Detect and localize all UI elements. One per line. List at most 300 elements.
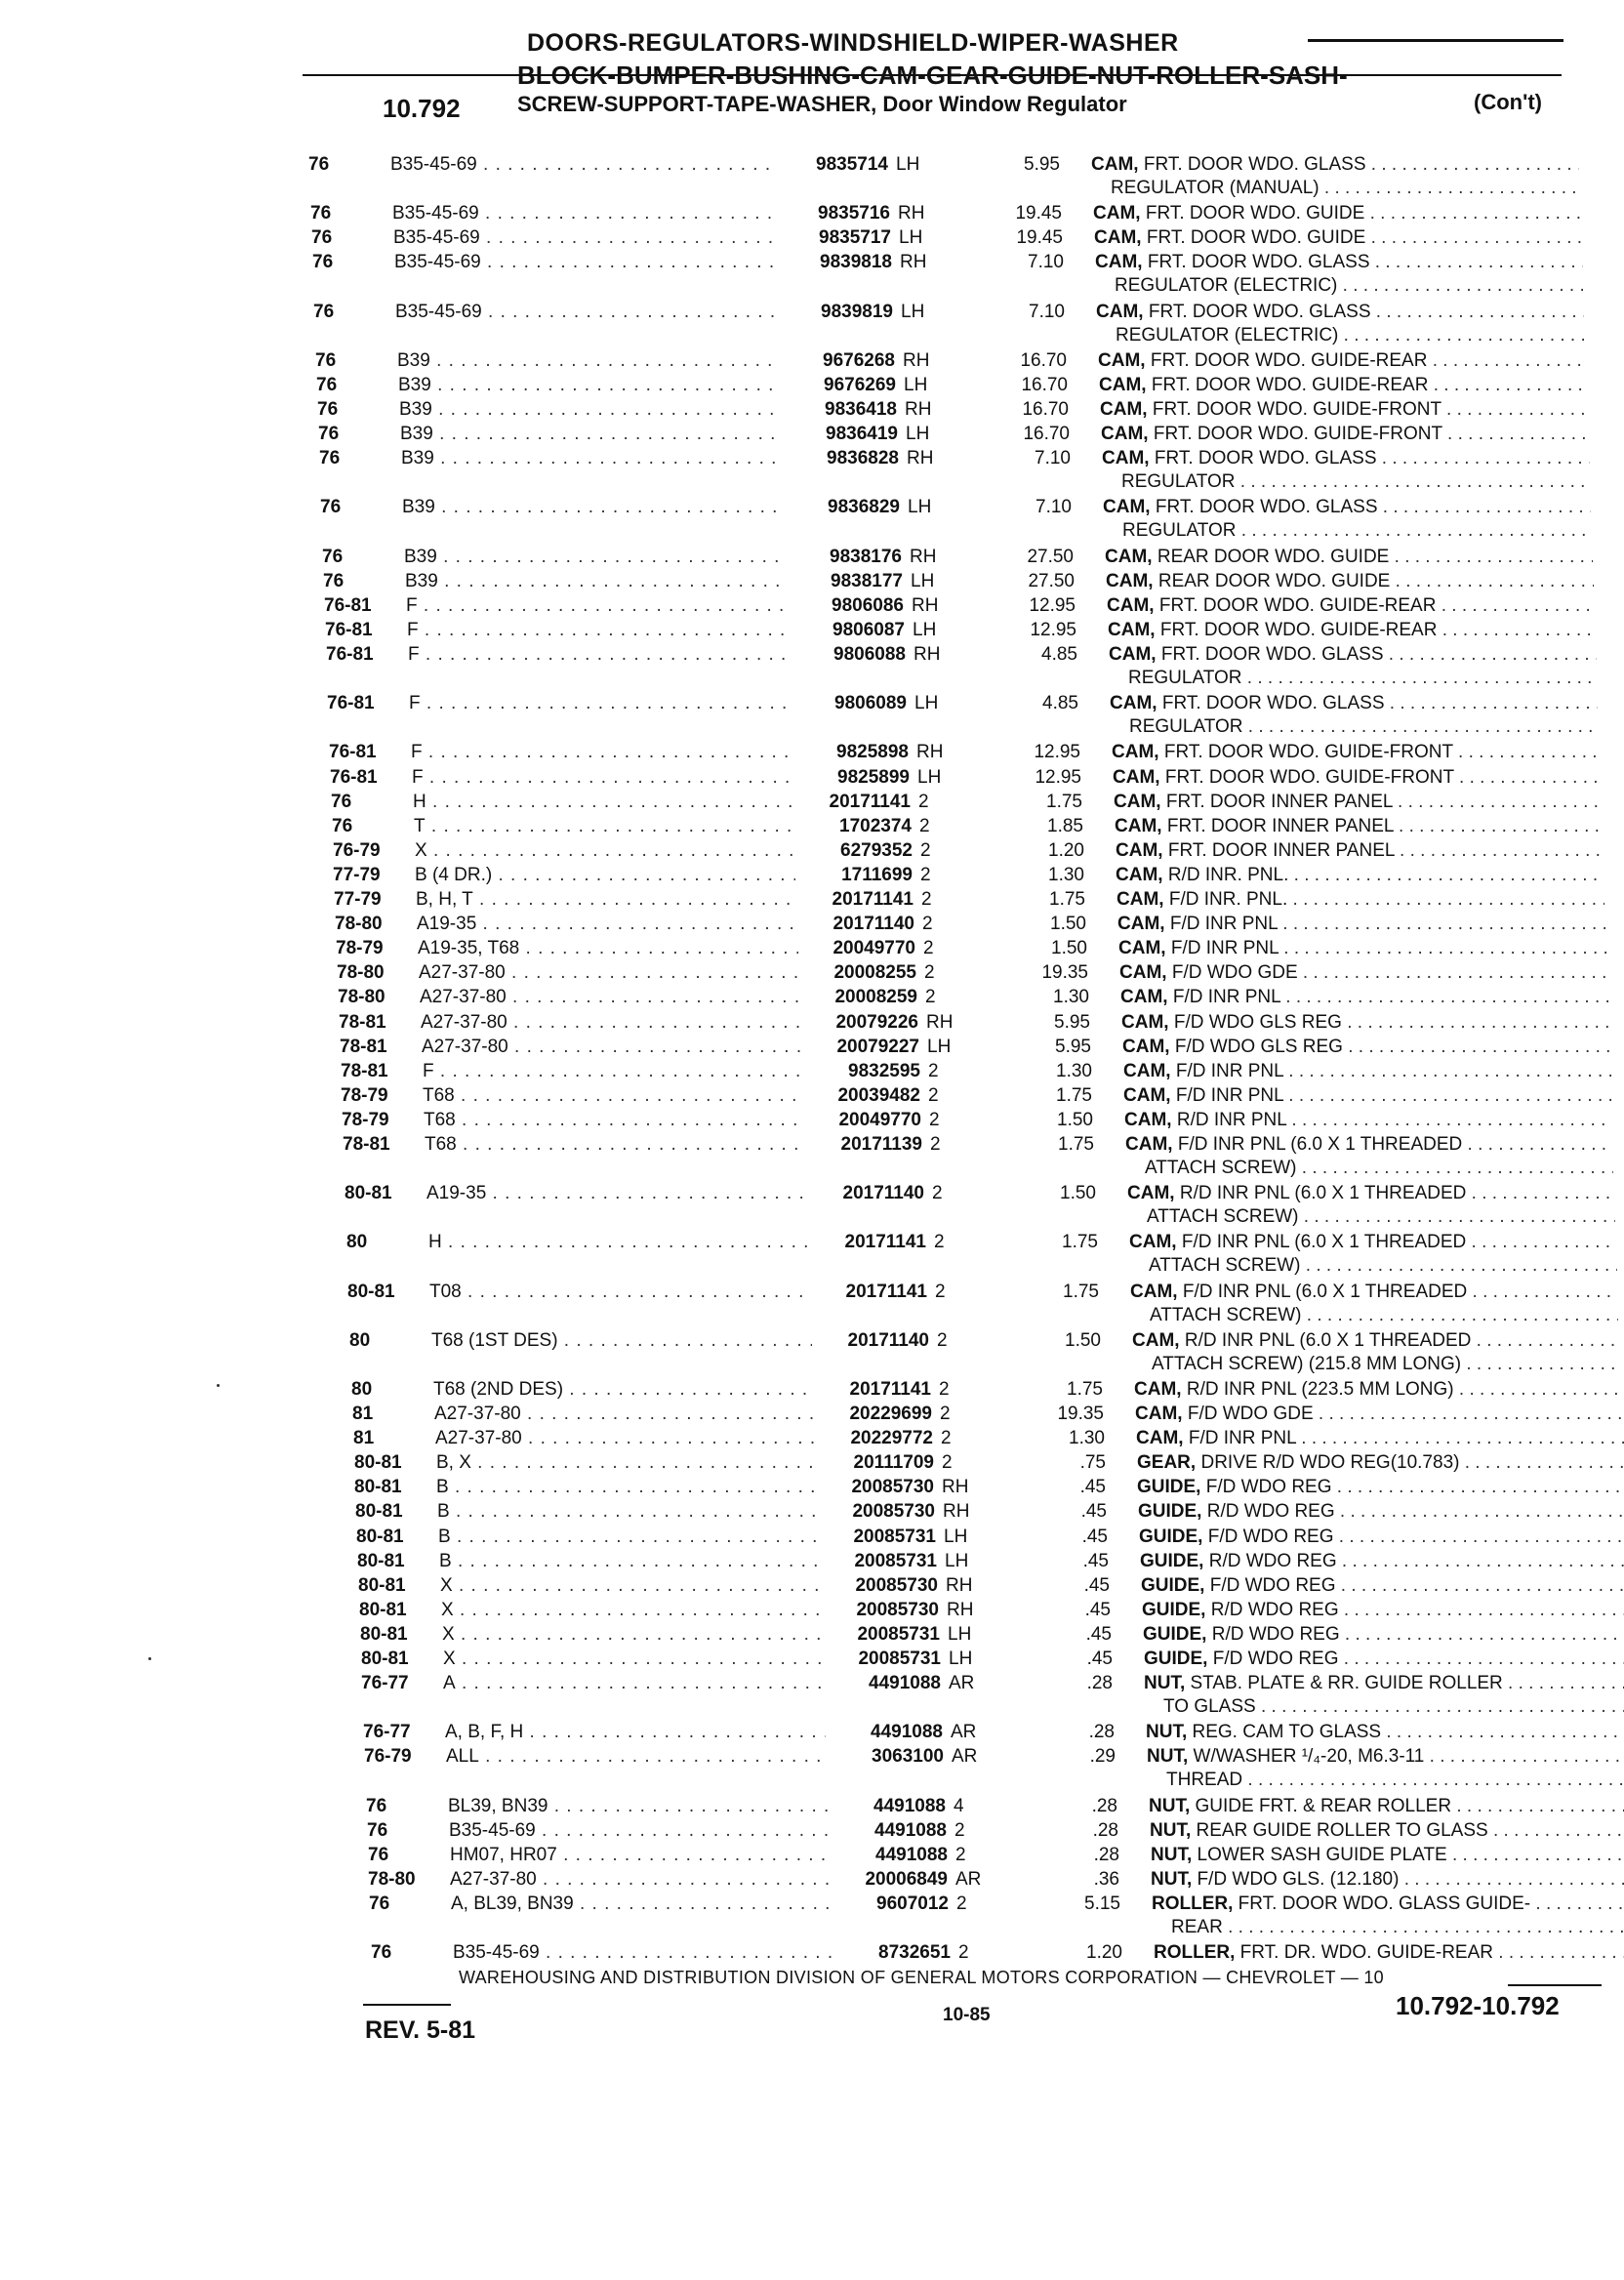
table-row bbox=[32, 1061, 1624, 1084]
price: .28 bbox=[1088, 1722, 1115, 1742]
description-noun: GUIDE, bbox=[1139, 1527, 1203, 1547]
description-text: FRT. DOOR WDO. GUIDE-FRONT bbox=[1159, 767, 1454, 788]
table-row bbox=[32, 1085, 1624, 1109]
price: 4.85 bbox=[1042, 693, 1078, 713]
table-row bbox=[41, 1330, 1624, 1374]
description-continued: REGULATOR (MANUAL) . . . bbox=[1111, 178, 1579, 199]
price: 1.30 bbox=[1053, 987, 1089, 1007]
description-noun: GUIDE, bbox=[1141, 1575, 1205, 1596]
table-row bbox=[53, 1673, 1624, 1717]
model-year: 76-81 bbox=[327, 693, 375, 713]
quantity: RH bbox=[914, 644, 941, 665]
model-year: 76 bbox=[318, 424, 340, 444]
description-noun: NUT, bbox=[1149, 1796, 1191, 1816]
description-text: FRT. DOOR WDO. GLASS GUIDE- bbox=[1233, 1893, 1531, 1914]
description-noun: CAM, bbox=[1091, 154, 1139, 175]
part-number: 20008255 bbox=[833, 962, 916, 983]
model-year: 78-79 bbox=[342, 1110, 389, 1130]
continued-label: (Con't) bbox=[1474, 90, 1542, 114]
part-number: 9676269 bbox=[824, 375, 896, 395]
model-code: A27-37-80 . . . bbox=[435, 1428, 816, 1449]
description bbox=[1146, 1722, 1624, 1743]
description bbox=[1106, 571, 1594, 592]
description-text: FRT. DR. WDO. GUIDE-REAR bbox=[1235, 1942, 1493, 1963]
model-code: A27-37-80 . . . bbox=[421, 1012, 801, 1034]
description-text: R/D WDO REG bbox=[1205, 1600, 1339, 1620]
table-row bbox=[52, 1624, 1624, 1648]
description-noun: CAM, bbox=[1105, 547, 1153, 567]
table-row bbox=[4, 252, 1624, 296]
part-number: 20039482 bbox=[837, 1085, 920, 1106]
quantity: AR bbox=[952, 1746, 978, 1767]
model-year: 80 bbox=[346, 1232, 368, 1252]
description-noun: CAM, bbox=[1121, 1012, 1169, 1033]
table-row bbox=[36, 1183, 1624, 1227]
description-noun: GEAR, bbox=[1137, 1452, 1197, 1473]
table-row bbox=[56, 1746, 1624, 1790]
quantity: 2 bbox=[920, 865, 931, 885]
description bbox=[1102, 448, 1590, 469]
quantity: 2 bbox=[941, 1428, 952, 1448]
quantity: 2 bbox=[928, 1085, 939, 1106]
table-row bbox=[58, 1796, 1624, 1819]
price: 7.10 bbox=[1035, 497, 1072, 517]
description-text: F/D WDO GLS. (12.180) bbox=[1192, 1869, 1400, 1890]
price: 1.85 bbox=[1047, 816, 1083, 836]
description bbox=[1141, 1575, 1624, 1597]
model-year: 76-77 bbox=[363, 1722, 411, 1742]
description bbox=[1113, 767, 1601, 789]
description-noun: CAM, bbox=[1124, 1110, 1172, 1130]
part-number: 20079227 bbox=[836, 1037, 919, 1057]
price: 1.30 bbox=[1056, 1061, 1092, 1081]
price: 27.50 bbox=[1027, 547, 1074, 567]
model-year: 76 bbox=[310, 203, 332, 224]
price: .28 bbox=[1092, 1820, 1118, 1841]
description bbox=[1100, 399, 1588, 421]
table-row bbox=[46, 1452, 1624, 1476]
description-noun: CAM, bbox=[1096, 302, 1144, 322]
table-row bbox=[48, 1527, 1624, 1550]
description-continued: REAR . . . bbox=[1171, 1917, 1624, 1938]
model-code: F . . . bbox=[411, 742, 792, 763]
model-year: 78-81 bbox=[343, 1134, 390, 1155]
table-row bbox=[23, 816, 1624, 839]
description-text: FRT. DOOR WDO. GUIDE-FRONT bbox=[1148, 424, 1442, 444]
part-number: 9835717 bbox=[819, 227, 891, 248]
part-number: 20006849 bbox=[865, 1869, 948, 1890]
model-code: A, BL39, BN39 . . . bbox=[451, 1893, 832, 1915]
description-noun: CAM, bbox=[1122, 1037, 1170, 1057]
price: 1.75 bbox=[1067, 1379, 1103, 1400]
model-year: 76 bbox=[367, 1820, 388, 1841]
description-text: FRT. DOOR INNER PANEL bbox=[1161, 816, 1394, 836]
quantity: LH bbox=[917, 767, 942, 788]
description-noun: CAM, bbox=[1118, 938, 1166, 958]
model-year: 76 bbox=[316, 375, 338, 395]
description-text: R/D INR PNL (6.0 X 1 THREADED bbox=[1174, 1183, 1467, 1203]
model-code: B39 . . . bbox=[402, 497, 783, 518]
part-number: 20085731 bbox=[857, 1624, 940, 1645]
price: .45 bbox=[1084, 1600, 1111, 1620]
part-number: 20171140 bbox=[847, 1330, 929, 1351]
footer-page-number: 10-85 bbox=[943, 2005, 991, 2025]
table-row bbox=[10, 424, 1624, 447]
quantity: RH bbox=[943, 1501, 970, 1522]
description-continued: REGULATOR . . . bbox=[1129, 716, 1598, 738]
description bbox=[1140, 1551, 1624, 1572]
part-number: 9806086 bbox=[832, 595, 904, 616]
description bbox=[1151, 1869, 1624, 1891]
model-year: 78-81 bbox=[340, 1037, 387, 1057]
quantity: LH bbox=[927, 1037, 952, 1057]
description-noun: CAM, bbox=[1108, 620, 1156, 640]
description-text: FRT. DOOR INNER PANEL bbox=[1160, 792, 1393, 812]
model-year: 80-81 bbox=[360, 1624, 408, 1645]
model-year: 76 bbox=[313, 302, 335, 322]
model-code: B39 . . . bbox=[405, 571, 786, 592]
description bbox=[1117, 914, 1605, 935]
description-noun: GUIDE, bbox=[1144, 1649, 1208, 1669]
model-code: T68 (1ST DES) . . . bbox=[431, 1330, 812, 1352]
table-row bbox=[33, 1110, 1624, 1133]
description-noun: CAM, bbox=[1130, 1282, 1178, 1302]
model-code: B39 . . . bbox=[400, 424, 781, 445]
model-year: 80-81 bbox=[347, 1282, 395, 1302]
part-number: 20085730 bbox=[852, 1501, 935, 1522]
model-year: 80-81 bbox=[354, 1452, 402, 1473]
price: 4.85 bbox=[1041, 644, 1077, 665]
price: 5.95 bbox=[1055, 1037, 1091, 1057]
model-code: T68 . . . bbox=[425, 1134, 805, 1156]
description-noun: GUIDE, bbox=[1138, 1501, 1202, 1522]
description-text: F/D INR PNL bbox=[1167, 987, 1280, 1007]
description-noun: CAM, bbox=[1102, 448, 1150, 468]
description bbox=[1112, 742, 1600, 763]
price: 1.50 bbox=[1050, 914, 1086, 934]
quantity: RH bbox=[916, 742, 944, 762]
model-year: 76 bbox=[319, 448, 341, 468]
model-code: X . . . bbox=[415, 840, 795, 862]
model-code: B . . . bbox=[439, 1551, 820, 1572]
table-row bbox=[11, 448, 1624, 492]
table-row bbox=[15, 571, 1624, 594]
price: 19.35 bbox=[1057, 1404, 1104, 1424]
description-continued: ATTACH SCREW) . . . bbox=[1147, 1206, 1615, 1228]
table-row bbox=[38, 1232, 1624, 1276]
description-continued: REGULATOR . . . bbox=[1121, 471, 1590, 493]
description-text: R/D INR PNL (6.0 X 1 THREADED bbox=[1179, 1330, 1472, 1351]
model-code: X . . . bbox=[442, 1624, 823, 1646]
model-code: B35-45-69 . . . bbox=[392, 203, 773, 224]
model-code: B35-45-69 . . . bbox=[390, 154, 771, 176]
model-code: F . . . bbox=[423, 1061, 803, 1082]
model-code: T08 . . . bbox=[429, 1282, 810, 1303]
description-text: F/D WDO GLS REG bbox=[1168, 1012, 1342, 1033]
table-row bbox=[27, 938, 1624, 961]
price: 16.70 bbox=[1022, 399, 1069, 420]
description-noun: CAM, bbox=[1116, 865, 1163, 885]
quantity: 2 bbox=[955, 1845, 966, 1865]
table-row bbox=[30, 1012, 1624, 1036]
description-noun: CAM, bbox=[1116, 840, 1163, 861]
description-text: REG. CAM TO GLASS bbox=[1187, 1722, 1382, 1742]
description-noun: NUT, bbox=[1144, 1673, 1186, 1693]
description bbox=[1152, 1893, 1624, 1915]
description-text: F/D WDO REG bbox=[1202, 1527, 1334, 1547]
description bbox=[1127, 1183, 1615, 1204]
description-text: F/D INR PNL (6.0 X 1 THREADED bbox=[1177, 1282, 1468, 1302]
part-number: 9806088 bbox=[833, 644, 906, 665]
price: .28 bbox=[1091, 1796, 1117, 1816]
description-text: STAB. PLATE & RR. GUIDE ROLLER bbox=[1185, 1673, 1503, 1693]
model-code: H . . . bbox=[428, 1232, 809, 1253]
description-noun: NUT, bbox=[1146, 1722, 1188, 1742]
description bbox=[1116, 865, 1604, 886]
model-code: T68 . . . bbox=[424, 1110, 804, 1131]
price: .45 bbox=[1079, 1477, 1106, 1497]
part-number: 9825899 bbox=[837, 767, 910, 788]
quantity: 2 bbox=[954, 1820, 965, 1841]
quantity: RH bbox=[947, 1600, 974, 1620]
description-noun: GUIDE, bbox=[1140, 1551, 1204, 1571]
quantity: 2 bbox=[920, 840, 931, 861]
part-number: 9607012 bbox=[876, 1893, 949, 1914]
description-text: F/D INR PNL (6.0 X 1 THREADED bbox=[1172, 1134, 1463, 1155]
description-text: REAR GUIDE ROLLER TO GLASS bbox=[1191, 1820, 1488, 1841]
part-number: 20085731 bbox=[853, 1527, 936, 1547]
description-text: F/D WDO REG bbox=[1204, 1575, 1336, 1596]
table-row bbox=[60, 1869, 1624, 1893]
part-number: 20171141 bbox=[844, 1232, 926, 1252]
model-year: 76 bbox=[366, 1796, 387, 1816]
price: 27.50 bbox=[1028, 571, 1075, 591]
model-year: 76 bbox=[315, 350, 337, 371]
part-number: 20111709 bbox=[853, 1452, 934, 1473]
price: 1.75 bbox=[1056, 1085, 1092, 1106]
model-code: X . . . bbox=[441, 1600, 822, 1621]
description-noun: CAM, bbox=[1106, 571, 1154, 591]
part-number: 9838176 bbox=[830, 547, 902, 567]
model-year: 80-81 bbox=[361, 1649, 409, 1669]
part-number: 9836828 bbox=[827, 448, 899, 468]
description-noun: ROLLER, bbox=[1152, 1893, 1234, 1914]
part-number: 9832595 bbox=[848, 1061, 920, 1081]
model-year: 78-81 bbox=[341, 1061, 388, 1081]
model-year: 76-81 bbox=[330, 767, 378, 788]
description-text: F/D INR PNL bbox=[1164, 914, 1278, 934]
model-year: 76 bbox=[320, 497, 342, 517]
description-noun: CAM, bbox=[1114, 792, 1161, 812]
table-row bbox=[25, 889, 1624, 913]
table-row bbox=[26, 914, 1624, 937]
description-text: R/D WDO REG bbox=[1206, 1624, 1340, 1645]
model-code: HM07, HR07 . . . bbox=[450, 1845, 831, 1866]
price: 1.50 bbox=[1060, 1183, 1096, 1203]
description-text: F/D INR PNL bbox=[1183, 1428, 1296, 1448]
price: 1.50 bbox=[1057, 1110, 1093, 1130]
model-code: A19-35 . . . bbox=[426, 1183, 807, 1204]
description bbox=[1120, 987, 1608, 1008]
description-noun: CAM, bbox=[1103, 497, 1151, 517]
price: 1.75 bbox=[1063, 1282, 1099, 1302]
table-row bbox=[34, 1134, 1624, 1178]
part-number: 6279352 bbox=[840, 840, 913, 861]
model-year: 76-81 bbox=[325, 620, 373, 640]
table-row bbox=[0, 154, 1624, 198]
model-code: T68 . . . bbox=[423, 1085, 803, 1107]
model-year: 76 bbox=[369, 1893, 390, 1914]
description-continued: ATTACH SCREW) . . . bbox=[1145, 1158, 1613, 1179]
description-text: FRT. DOOR WDO. GUIDE-REAR bbox=[1155, 620, 1438, 640]
model-code: B35-45-69 . . . bbox=[395, 302, 776, 323]
description-text: FRT. DOOR WDO. GLASS bbox=[1150, 497, 1378, 517]
model-year: 76-81 bbox=[324, 595, 372, 616]
description bbox=[1138, 1501, 1624, 1523]
description bbox=[1122, 1037, 1610, 1058]
quantity: RH bbox=[912, 595, 939, 616]
description-text: FRT. DOOR WDO. GUIDE-REAR bbox=[1154, 595, 1437, 616]
description bbox=[1154, 1942, 1624, 1964]
description-text: FRT. DOOR WDO. GLASS bbox=[1156, 644, 1384, 665]
part-number: 20171141 bbox=[832, 889, 914, 910]
description bbox=[1132, 1330, 1620, 1352]
table-row bbox=[43, 1379, 1624, 1403]
description-noun: ROLLER, bbox=[1154, 1942, 1236, 1963]
part-number: 4491088 bbox=[871, 1722, 943, 1742]
description bbox=[1096, 302, 1584, 323]
model-code: F . . . bbox=[407, 620, 788, 641]
part-number: 20171141 bbox=[829, 792, 911, 812]
description-noun: CAM, bbox=[1129, 1232, 1177, 1252]
price: .45 bbox=[1085, 1624, 1112, 1645]
price: .28 bbox=[1086, 1673, 1113, 1693]
model-year: 76 bbox=[368, 1845, 389, 1865]
price: 1.30 bbox=[1048, 865, 1084, 885]
model-code: F . . . bbox=[412, 767, 792, 789]
part-number: 20171141 bbox=[849, 1379, 931, 1400]
price: 12.95 bbox=[1030, 620, 1076, 640]
model-year: 76-81 bbox=[326, 644, 374, 665]
description-noun: CAM, bbox=[1113, 767, 1160, 788]
price: 1.20 bbox=[1048, 840, 1084, 861]
price: 12.95 bbox=[1034, 742, 1080, 762]
quantity: RH bbox=[910, 547, 937, 567]
model-code: A27-37-80 . . . bbox=[422, 1037, 802, 1058]
model-code: B39 . . . bbox=[399, 399, 780, 421]
price: 1.75 bbox=[1046, 792, 1082, 812]
table-row bbox=[50, 1575, 1624, 1599]
table-row bbox=[61, 1893, 1624, 1937]
description bbox=[1114, 792, 1602, 813]
part-number: 20085730 bbox=[851, 1477, 934, 1497]
description-continued: TO GLASS . . . bbox=[1163, 1696, 1624, 1718]
model-code: F . . . bbox=[409, 693, 790, 714]
table-row bbox=[9, 399, 1624, 423]
table-row bbox=[44, 1404, 1624, 1427]
description-text: F/D INR PNL bbox=[1170, 1085, 1283, 1106]
description-text: R/D INR PNL bbox=[1171, 1110, 1287, 1130]
model-year: 76 bbox=[312, 252, 334, 272]
description bbox=[1101, 424, 1589, 445]
quantity: 2 bbox=[923, 938, 934, 958]
description-text: FRT. DOOR WDO. GUIDE-FRONT bbox=[1158, 742, 1453, 762]
model-code: X . . . bbox=[440, 1575, 821, 1597]
description-noun: NUT, bbox=[1151, 1845, 1193, 1865]
part-number: 20085731 bbox=[854, 1551, 937, 1571]
quantity: 2 bbox=[958, 1942, 969, 1963]
model-year: 78-79 bbox=[341, 1085, 388, 1106]
description-text: FRT. DOOR WDO. GLASS bbox=[1149, 448, 1377, 468]
quantity: AR bbox=[955, 1869, 982, 1890]
model-code: ALL . . . bbox=[446, 1746, 827, 1768]
price: 7.10 bbox=[1029, 302, 1065, 322]
description bbox=[1139, 1527, 1624, 1548]
description bbox=[1147, 1746, 1624, 1768]
table-row bbox=[59, 1820, 1624, 1844]
description-noun: CAM, bbox=[1123, 1085, 1171, 1106]
description-text: F/D WDO GDE bbox=[1166, 962, 1298, 983]
table-row bbox=[51, 1600, 1624, 1623]
description-text: REAR DOOR WDO. GUIDE bbox=[1153, 571, 1391, 591]
model-code: B39 . . . bbox=[404, 547, 785, 568]
model-year: 76 bbox=[323, 571, 345, 591]
footer-range: 10.792-10.792 bbox=[1396, 1991, 1560, 2020]
quantity: 2 bbox=[924, 962, 935, 983]
quantity: 2 bbox=[932, 1183, 943, 1203]
quantity: 2 bbox=[934, 1232, 945, 1252]
description bbox=[1103, 497, 1591, 518]
description-text: W/WASHER ¹/₄-20, M6.3-11 bbox=[1188, 1746, 1425, 1767]
table-row bbox=[45, 1428, 1624, 1451]
description-noun: CAM, bbox=[1094, 227, 1142, 248]
table-row bbox=[29, 987, 1624, 1010]
part-number: 9825898 bbox=[836, 742, 909, 762]
model-year: 76-81 bbox=[329, 742, 377, 762]
model-year: 80-81 bbox=[357, 1551, 405, 1571]
part-number: 9806087 bbox=[832, 620, 905, 640]
section-title-line1: BLOCK-BUMPER-BUSHING-CAM-GEAR-GUIDE-NUT-ROLLER-SASH- bbox=[517, 61, 1348, 90]
price: .36 bbox=[1093, 1869, 1119, 1890]
quantity: 2 bbox=[929, 1110, 940, 1130]
part-number: 20008259 bbox=[834, 987, 917, 1007]
part-number: 4491088 bbox=[875, 1845, 948, 1865]
description bbox=[1125, 1134, 1613, 1156]
quantity: RH bbox=[900, 252, 927, 272]
description-noun: CAM, bbox=[1125, 1134, 1173, 1155]
description-text: F/D WDO REG bbox=[1207, 1649, 1339, 1669]
model-code: B . . . bbox=[436, 1477, 817, 1498]
description-continued: REGULATOR . . . bbox=[1128, 668, 1597, 689]
model-year: 78-80 bbox=[338, 987, 386, 1007]
model-code: X . . . bbox=[443, 1649, 824, 1670]
model-code: B, H, T . . . bbox=[416, 889, 796, 911]
description bbox=[1099, 375, 1587, 396]
price: 16.70 bbox=[1021, 375, 1068, 395]
description bbox=[1098, 350, 1586, 372]
table-row bbox=[12, 497, 1624, 541]
table-row bbox=[8, 375, 1624, 398]
description-text: REAR DOOR WDO. GUIDE bbox=[1152, 547, 1390, 567]
model-year: 76 bbox=[322, 547, 344, 567]
price: 5.15 bbox=[1084, 1893, 1120, 1914]
description bbox=[1130, 1282, 1618, 1303]
quantity: RH bbox=[905, 399, 932, 420]
table-row bbox=[14, 547, 1624, 570]
model-year: 80-81 bbox=[358, 1575, 406, 1596]
description-text: R/D INR PNL (223.5 MM LONG) bbox=[1181, 1379, 1454, 1400]
model-year: 76 bbox=[308, 154, 330, 175]
